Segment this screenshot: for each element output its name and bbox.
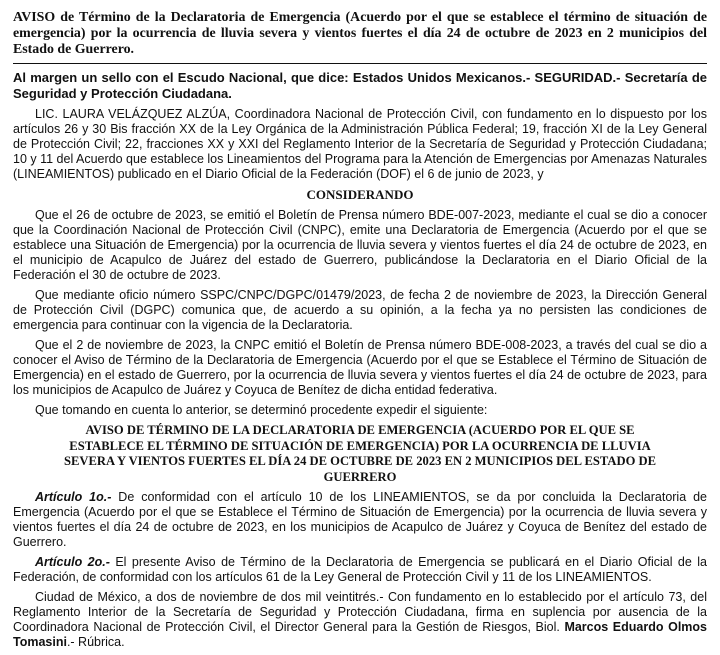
considerando-paragraph: Que mediante oficio número SSPC/CNPC/DGPC/01479/2023, de fecha 2 de noviembre de 2023, la Dirección General de Protección Civil (DGPC) comunica que, de acuerdo a su opinión, a la fecha ya no persisten las condiciones de emergencia para continuar con la vigencia de la Declaratoria.: [13, 288, 707, 332]
article-label: Artículo 2o.-: [35, 555, 110, 569]
considerando-paragraph: Que el 2 de noviembre de 2023, la CNPC emitió el Boletín de Prensa número BDE-008-2023, a través del cual se dio a conocer el Aviso de Término de la Declaratoria de Emergencia (Acuerdo por el que se Establece el Término de Situación de Emergencia) en el estado de Guerrero, por la ocurrencia de lluvia severa y vientos fuertes el día 24 de octubre de 2023, para los municipios de Acapulco de Juárez y Coyuca de Benítez de dicha entidad federativa.: [13, 338, 707, 397]
title-divider: [13, 63, 707, 64]
document-title: AVISO de Término de la Declaratoria de Emergencia (Acuerdo por el que se establece el término de situación de emergencia) por la ocurrencia de lluvia severa y vientos fuertes el día 24 de octubre de 2023 en 2 municipios del Estado de Guerrero.: [13, 10, 707, 57]
article-2: [13, 555, 707, 585]
closing-paragraph: [13, 590, 707, 650]
considerando-heading: CONSIDERANDO: [306, 187, 414, 202]
intro-paragraph: LIC. LAURA VELÁZQUEZ ALZÚA, Coordinadora Nacional de Protección Civil, con fundamento en lo dispuesto por los artículos 26 y 30 Bis fracción XX de la Ley Orgánica de la Administración Pública Federal; 19, fracción XI de la Ley General de Protección Civil; 22, fracciones XX y XXI del Reglamento Interior de la Secretaría de Seguridad y Protección Ciudadana; 10 y 11 del Acuerdo que establece los Lineamientos del Programa para la Atención de Emergencias por Amenazas Naturales (LINEAMIENTOS) publicado en el Diario Oficial de la Federación (DOF) el 6 de junio de 2023, y: [13, 107, 707, 181]
article-label: Artículo 1o.-: [35, 490, 112, 504]
article-1: [13, 490, 707, 550]
document-page: [13, 10, 707, 655]
closing-text: Ciudad de México, a dos de noviembre de dos mil veintitrés.- Con fundamento en lo establecido por el artículo 73, del Reglamento Interior de la Secretaría de Seguridad y Protección Ciudadana, firma en suplencia por ausencia de la Coordinadora Nacional de Protección Civil, el Director General para la Gestión de Riesgos, Biol.: [13, 590, 707, 634]
considerando-paragraph: Que el 26 de octubre de 2023, se emitió el Boletín de Prensa número BDE-007-2023, mediante el cual se dio a conocer que la Coordinación Nacional de Protección Civil (CNPC), emite una Declaratoria de Emergencia (Acuerdo por el que se establece una Situación de Emergencia) por la ocurrencia de lluvia severa y vientos fuertes el día 24 de octubre de 2023, en el municipio de Acapulco de Juárez del estado de Guerrero, publicándose la Declaratoria en el Diario Oficial de la Federación el 30 de octubre de 2023.: [13, 208, 707, 282]
considerando-paragraph: Que tomando en cuenta lo anterior, se determinó procedente expedir el siguiente:: [35, 403, 488, 417]
seal-note: Al margen un sello con el Escudo Nacional, que dice: Estados Unidos Mexicanos.- SEGURIDAD.- Secretaría de Seguridad y Protección Ciudadana.: [13, 70, 707, 101]
article-text: El presente Aviso de Término de la Declaratoria de Emergencia se publicará en el Diario Oficial de la Federación, de conformidad con los artículos 61 de la Ley General de Protección Civil y 11 de los LINEAMIENTOS.: [13, 555, 707, 584]
decree-title: AVISO DE TÉRMINO DE LA DECLARATORIA DE EMERGENCIA (ACUERDO POR EL QUE SE ESTABLECE EL TÉRMINO DE SITUACIÓN DE EMERGENCIA) POR LA OCURRENCIA DE LLUVIA SEVERA Y VIENTOS FUERTES EL DÍA 24 DE OCTUBRE DE 2023 EN 2 MUNICIPIOS DEL ESTADO DE GUERRERO: [63, 423, 657, 484]
closing-suffix: .- Rúbrica.: [66, 635, 125, 649]
signer-name: Marcos Eduardo Olmos Tomasini: [13, 620, 707, 649]
article-text: De conformidad con el artículo 10 de los LINEAMIENTOS, se da por concluida la Declaratoria de Emergencia (Acuerdo por el que se Establece el Término de Situación de Emergencia) por la ocurrencia de lluvia severa y vientos fuertes el día 24 de octubre de 2023, en los municipios de Acapulco de Juárez y Coyuca de Benítez del estado de Guerrero.: [13, 490, 707, 549]
